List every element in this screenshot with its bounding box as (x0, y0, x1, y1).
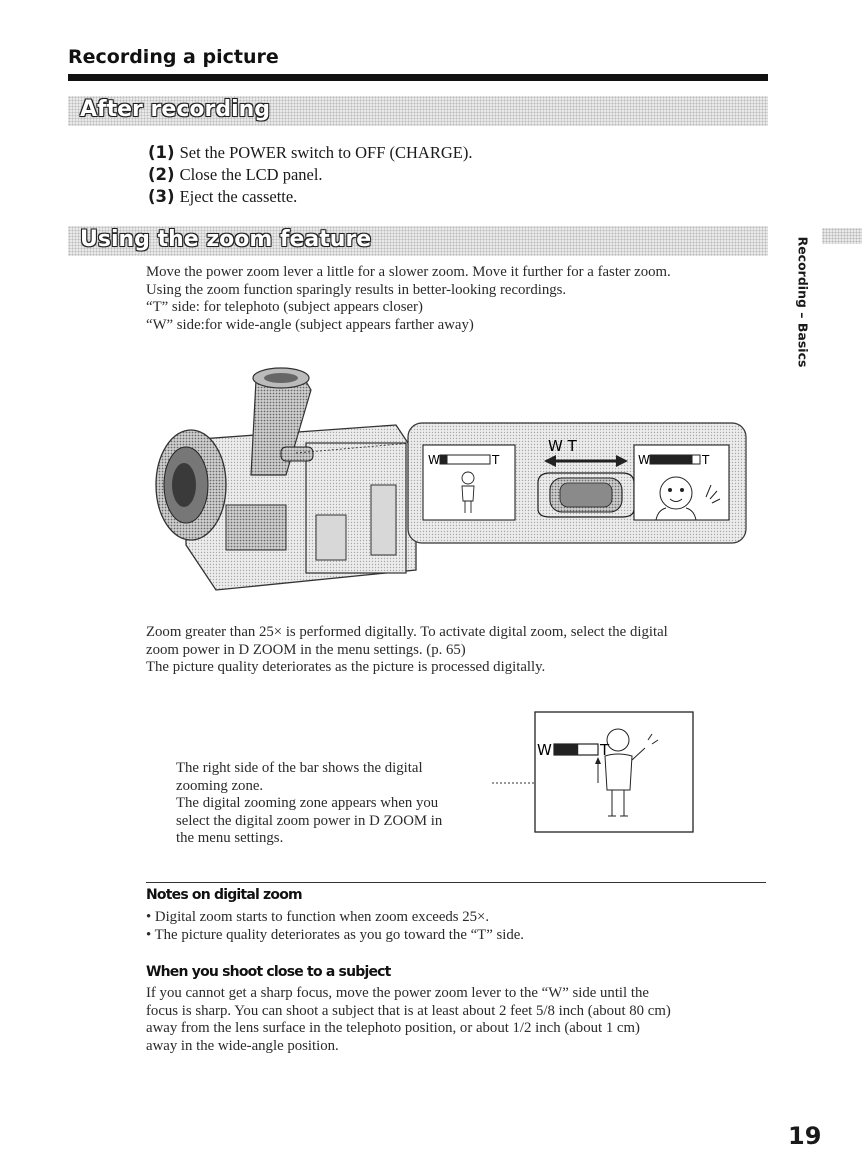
note-item-1: • Digital zoom starts to function when zoom exceeds 25×. (146, 909, 490, 925)
zoom-lever-wt-label: W T (548, 437, 577, 455)
step-3-num: (3) (148, 187, 175, 206)
step-2-num: (2) (148, 165, 175, 184)
digital-zoom-figure (470, 708, 702, 838)
caption-line-4: select the digital zoom power in D ZOOM in (176, 812, 443, 829)
tele-bar-t-label: T (702, 453, 710, 467)
notes-rule (146, 882, 766, 883)
camcorder-figure (146, 365, 756, 615)
step-1-num: (1) (148, 143, 175, 162)
zoom-lever-illustration (538, 473, 634, 517)
step-2 (148, 164, 472, 186)
page-title: Recording a picture (68, 46, 279, 68)
zoom-line-3: “T” side: for telephoto (subject appears closer) (146, 299, 423, 315)
digital-bar-w-label: W (537, 741, 552, 759)
close-line-2: focus is sharp. You can shoot a subject that is at least about 2 feet 5/8 inch (about 80 cm) (146, 1002, 671, 1019)
digital-line-3: The picture quality deteriorates as the picture is processed digitally. (146, 659, 546, 675)
step-3-text: Eject the cassette. (179, 187, 298, 206)
caption-line-3: The digital zooming zone appears when you (176, 795, 439, 811)
page-number: 19 (788, 1122, 822, 1150)
digital-bar-t-label: T (600, 741, 610, 759)
zoom-line-1: Move the power zoom lever a little for a slower zoom. Move it further for a faster zoom. (146, 264, 671, 280)
caption-line-1: The right side of the bar shows the digital (176, 760, 423, 776)
step-2-text: Close the LCD panel. (179, 165, 323, 184)
wide-zoom-bar-fill (440, 455, 448, 464)
zoom-feature-band (68, 226, 768, 256)
after-recording-heading: After recording (80, 97, 271, 122)
digital-line-1: Zoom greater than 25× is performed digitally. To activate digital zoom, select the digital (146, 624, 668, 640)
notes-list (146, 909, 524, 944)
zoom-feature-text (146, 264, 671, 334)
step-3 (148, 186, 472, 208)
zoom-feature-heading: Using the zoom feature (80, 227, 372, 252)
title-rule (68, 74, 768, 81)
zoom-line-4: “W” side:for wide-angle (subject appears farther away) (146, 316, 474, 333)
close-line-1: If you cannot get a sharp focus, move the power zoom lever to the “W” side until the (146, 985, 649, 1001)
notes-heading: Notes on digital zoom (146, 887, 302, 903)
step-1-text: Set the POWER switch to OFF (CHARGE). (179, 143, 473, 162)
wide-bar-w-label: W (428, 453, 440, 467)
note-item-2: • The picture quality deteriorates as you go toward the “T” side. (146, 926, 524, 943)
digital-zoom-text (146, 624, 668, 677)
digital-zoom-bar-fill (554, 744, 578, 755)
tele-zoom-bar-fill (650, 455, 693, 464)
digital-zone-caption (176, 760, 442, 848)
digital-line-2: zoom power in D ZOOM in the menu settings. (p. 65) (146, 641, 466, 658)
step-1 (148, 142, 472, 164)
close-subject-text (146, 985, 671, 1055)
tele-bar-w-label: W (638, 453, 650, 467)
wide-bar-t-label: T (492, 453, 500, 467)
after-recording-band (68, 96, 768, 126)
side-tab-marker (822, 228, 862, 244)
camcorder-illustration (156, 368, 416, 590)
zoom-line-2: Using the zoom function sparingly results in better-looking recordings. (146, 281, 567, 298)
close-line-4: away in the wide-angle position. (146, 1037, 339, 1054)
close-subject-heading: When you shoot close to a subject (146, 964, 391, 980)
after-recording-steps (148, 142, 472, 208)
caption-line-2: zooming zone. (176, 777, 264, 794)
side-tab-label: Recording – Basics (795, 236, 811, 368)
caption-line-5: the menu settings. (176, 830, 284, 846)
close-line-3: away from the lens surface in the telephoto position, or about 1/2 inch (about 1 cm) (146, 1020, 640, 1036)
